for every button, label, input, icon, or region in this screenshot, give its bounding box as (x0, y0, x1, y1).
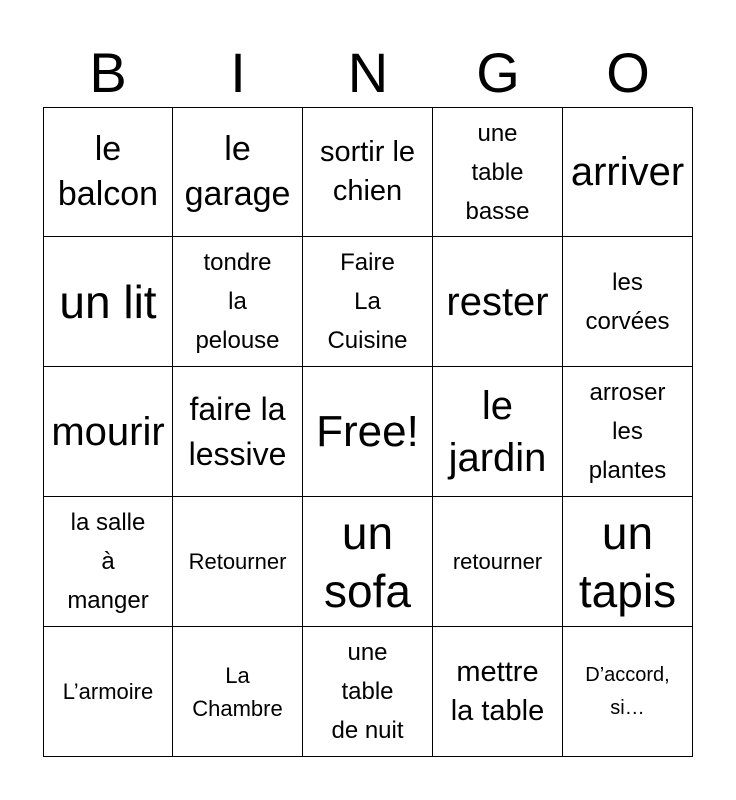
bingo-cell (43, 497, 173, 627)
cell-text: faire la lessive (188, 390, 287, 472)
header-letter-b: B (89, 41, 127, 104)
cell-text free-space: Free! (316, 406, 419, 456)
bingo-cell (303, 367, 433, 497)
cell-text: sortir le chien (319, 136, 416, 207)
cell-text: un lit (59, 275, 157, 328)
cell-text: un tapis (578, 506, 677, 617)
cell-text: les corvées (585, 268, 670, 335)
header-letter-g: G (476, 41, 520, 104)
cell-text: Faire La Cuisine (327, 249, 408, 354)
cell-text: un sofa (324, 506, 411, 617)
bingo-cell (43, 237, 173, 367)
bingo-cell (563, 107, 693, 237)
cell-text: mettre la table (450, 655, 545, 727)
cell-text: le garage (184, 130, 291, 213)
bingo-cell (433, 497, 563, 627)
bingo-cell (303, 107, 433, 237)
cell-text: Retourner (188, 549, 287, 574)
cell-text: une table basse (465, 119, 530, 225)
cell-text: D’accord, si… (585, 663, 670, 719)
bingo-cell (43, 627, 173, 757)
cell-text: arroser les plantes (588, 379, 667, 484)
bingo-cell (303, 497, 433, 627)
bingo-cell (303, 627, 433, 757)
bingo-cell (173, 627, 303, 757)
cell-text: retourner (452, 549, 543, 574)
bingo-cell (43, 367, 173, 497)
cell-text: arriver (570, 150, 685, 194)
cell-text: la salle à manger (67, 509, 149, 614)
cell-text: une table de nuit (331, 639, 404, 744)
header-letter-n: N (347, 41, 389, 104)
cell-text: tondre la pelouse (195, 249, 280, 354)
bingo-cell (173, 367, 303, 497)
bingo-cell (433, 107, 563, 237)
cell-text: rester (446, 279, 549, 324)
header-letter-o: O (606, 41, 650, 104)
bingo-cell (433, 627, 563, 757)
bingo-cell (173, 237, 303, 367)
bingo-cell (303, 237, 433, 367)
bingo-cell (433, 367, 563, 497)
bingo-cell (433, 237, 563, 367)
cell-text: L’armoire (62, 679, 154, 704)
bingo-cell (173, 107, 303, 237)
bingo-card (43, 107, 693, 757)
cell-text: La Chambre (192, 662, 283, 721)
bingo-cell (563, 627, 693, 757)
bingo-cell (43, 107, 173, 237)
bingo-cell (563, 237, 693, 367)
header-letter-i: I (230, 41, 246, 104)
cell-text: mourir (51, 409, 165, 454)
cell-text: le jardin (448, 383, 547, 480)
bingo-cell (563, 367, 693, 497)
bingo-cell (563, 497, 693, 627)
bingo-header (43, 42, 693, 104)
cell-text: le balcon (57, 130, 159, 213)
bingo-cell (173, 497, 303, 627)
